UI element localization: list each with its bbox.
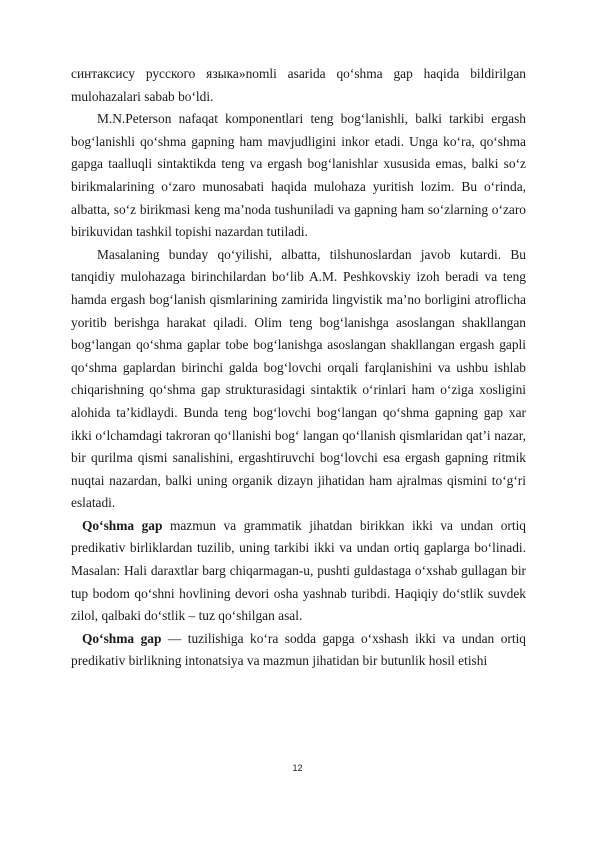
paragraph-4-text: mazmun va grammatik jihatdan birikkan ikki va undan ortiq predikativ birliklardan tuzilib, uning tarkibi ikki va undan ortiq gaplarga bo‘linadi. Masalan: Hali daraxtlar barg chiqarmagan-u, pushti guldastaga o‘xshab gullagan bir tup bodom qo‘shni hovlining devori osha yashnab turibdi. Haqiqiy do‘stlik suvdek zilol, qalbaki do‘stlik – tuz qo‘shilgan asal. xyxy=(71,517,527,624)
paragraph-2 xyxy=(71,108,526,244)
paragraph-3 xyxy=(71,244,526,515)
paragraph-4-term: Qo‘shma gap xyxy=(82,517,163,533)
document-body xyxy=(71,63,526,673)
paragraph-4 xyxy=(71,515,526,628)
paragraph-2-text: M.N.Peterson nafaqat komponentlari teng bog‘lanishli, balki tarkibi ergash bog‘lanishli qo‘shma gapning ham mavjudligini inkor etadi. Unga ko‘ra, qo‘shma gapga taalluqli sintaktikda teng va ergash bog‘lanishlar xususida emas, balki so‘z birikmalarining o‘zaro munosabati haqida mulohaza yuritish lozim. Bu o‘rinda, albatta, so‘z birikmasi keng ma’noda tushuniladi va gapning ham so‘zlarning o‘zaro birikuvidan tashkil topishi nazardan tutiladi. xyxy=(71,111,526,240)
page-number: 12 xyxy=(292,763,303,773)
paragraph-3-text: Masalaning bunday qo‘yilishi, albatta, tilshunoslardan javob kutardi. Bu tanqidiy mulohazaga birinchilardan bo‘lib A.M. Peshkovskiy izoh beradi va teng hamda ergash bog‘lanish qismlarining zamirida lingvistik ma’no borligini atroflicha yoritib berishga harakat qiladi. Olim teng bog‘lanishga asoslangan shakllangan bog‘langan qo‘shma gaplar tobe bog‘lanishga asoslangan shakllangan ergash gapli qo‘shma gaplardan birinchi galda bog‘lovchi orqali farqlanishini va ushbu ishlab chiqarishning qo‘shma gap strukturasidagi sintaktik o‘rinlari ham o‘ziga xosligini alohida ta’kidlaydi. Bunda teng bog‘lovchi bog‘langan qo‘shma gapning gap xar ikki o‘lchamdagi takroran qo‘llanishi bog‘ langan qo‘llanish qismlaridan qat’i nazar, bir qurilma qismi sanalishini, ergashtiruvchi bog‘lovchi esa ergash gapning ritmik nuqtai nazardan, balki uning organik dizayn jihatidan ham ajralmas qismini to‘g‘ri eslatadi. xyxy=(71,246,526,511)
paragraph-1 xyxy=(71,63,526,108)
paragraph-5-text: — tuzilishiga ko‘ra sodda gapga o‘xshash ikki va undan ortiq predikativ birlikning intonatsiya va mazmun jihatidan bir butunlik hosil etishi xyxy=(71,630,526,669)
paragraph-1-text: синтаксису русского языка»nomli asarida qo‘shma gap haqida bildirilgan mulohazalari sabab bo‘ldi. xyxy=(71,66,526,104)
paragraph-5-term: Qo‘shma gap xyxy=(82,630,162,646)
paragraph-5 xyxy=(71,628,526,673)
